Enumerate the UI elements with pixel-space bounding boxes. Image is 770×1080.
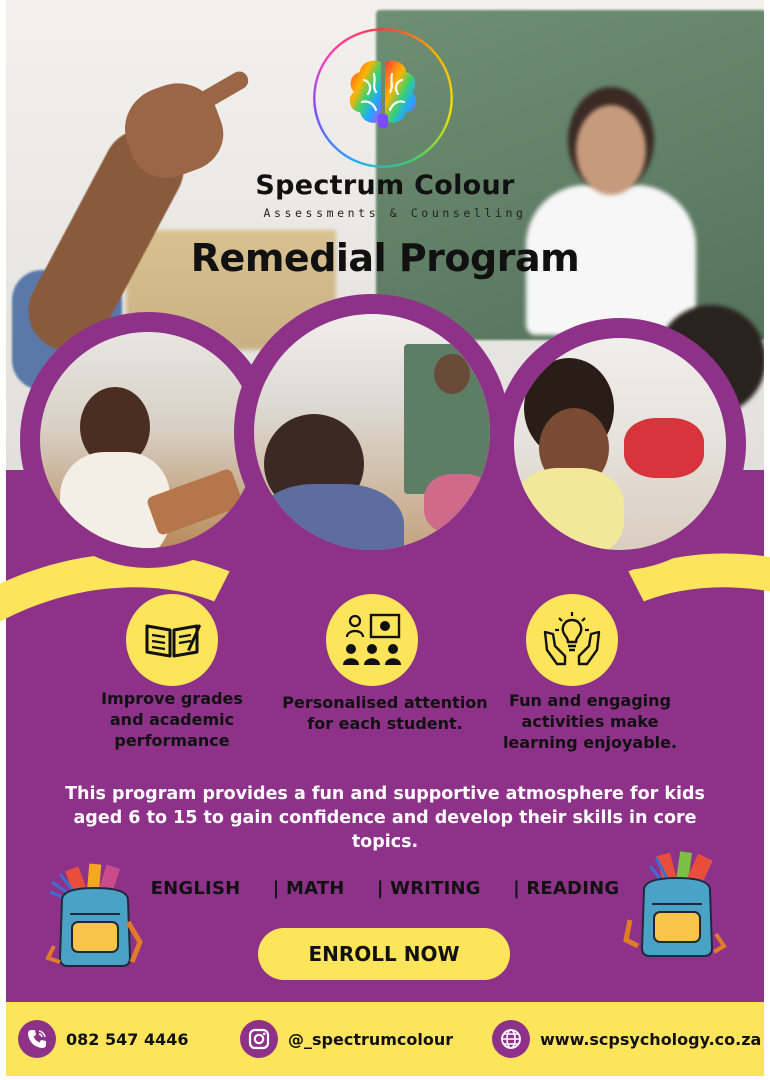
yellow-shirt (514, 468, 624, 550)
instagram-handle: @_spectrumcolour (288, 1029, 454, 1049)
phone-number: 082 547 4446 (66, 1029, 189, 1049)
feature-icon-circle-attention (326, 594, 418, 686)
feature-text-grades: Improve grades and academic performance (101, 689, 243, 750)
backpack-left-icon (40, 862, 150, 972)
classroom-presentation-icon (341, 613, 403, 667)
globe-icon (492, 1020, 530, 1058)
teacher-small (434, 354, 470, 394)
photo-circle-classroom (234, 294, 510, 570)
reading-girl-photo (40, 332, 256, 548)
brand-name: Spectrum Colour (255, 170, 515, 201)
writing-girl-photo (514, 338, 726, 550)
subject-reading: | READING (513, 878, 620, 899)
website-url: www.scpsychology.co.za (540, 1029, 762, 1049)
program-description: This program provides a fun and supportive atmosphere for kids aged 6 to 15 to gain confidence and develop their skills in core topics. (65, 784, 705, 852)
subject-english: ENGLISH (150, 878, 241, 899)
photo-circle-writing-girl (494, 318, 746, 570)
contact-website[interactable] (492, 1020, 761, 1058)
subject-writing: | WRITING (376, 878, 481, 899)
feature-text-attention: Personalised attention for each student. (282, 693, 488, 733)
contact-phone[interactable] (18, 1020, 188, 1058)
lightbulb-hands-icon (541, 612, 603, 668)
red-shirt-child (624, 418, 704, 478)
instagram-icon (240, 1020, 278, 1058)
feature-text-fun: Fun and engaging activities make learning enjoyable. (502, 691, 678, 752)
subject-math: | MATH (272, 878, 345, 899)
enroll-now-button[interactable]: ENROLL NOW (258, 928, 510, 980)
contact-instagram[interactable] (240, 1020, 453, 1058)
backpack-right-icon (620, 850, 730, 960)
boy-shirt (254, 484, 404, 550)
classroom-hands-photo (254, 314, 490, 550)
program-title: Remedial Program (190, 236, 580, 280)
brain-logo-icon (340, 52, 426, 138)
feature-icon-circle-grades (126, 594, 218, 686)
phone-icon (18, 1020, 56, 1058)
brand-tagline: Assessments & Counselling (263, 206, 527, 220)
girl-pink-shirt (424, 474, 490, 534)
feature-icon-circle-fun (526, 594, 618, 686)
book-pen-icon (143, 620, 201, 660)
